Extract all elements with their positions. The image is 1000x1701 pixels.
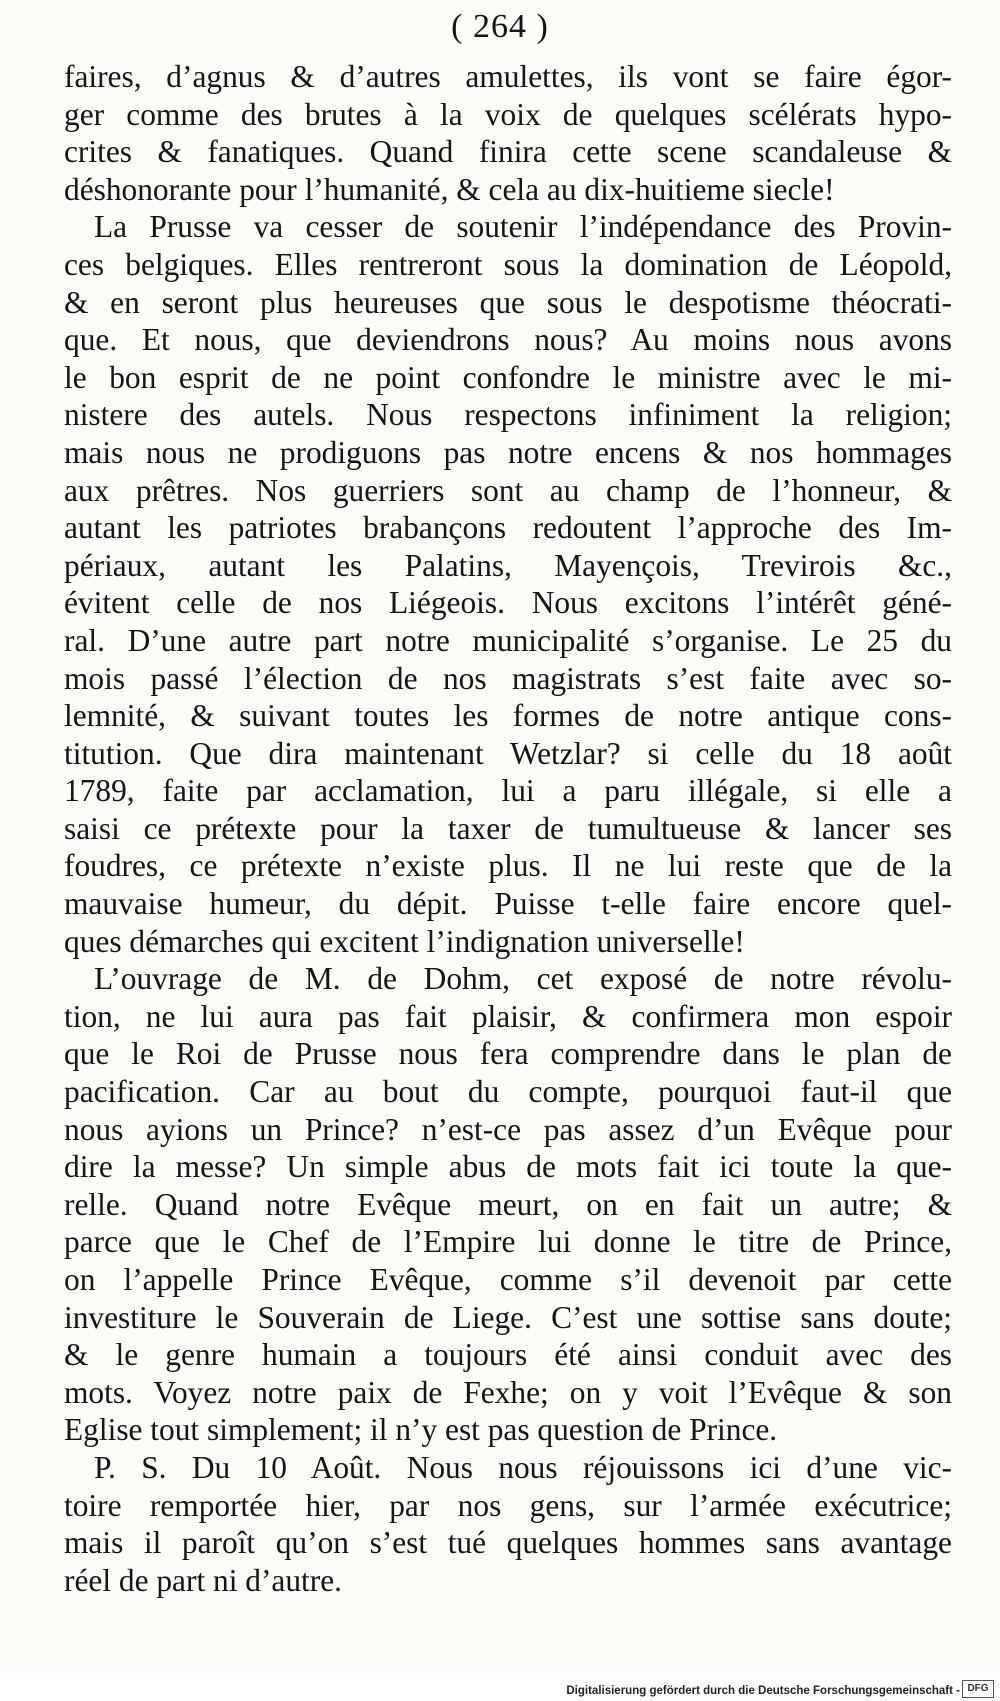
text-line: on l’appelle Prince Evêque, comme s’il devenoit par cette (64, 1262, 952, 1297)
text-line: toire remportée hier, par nos gens, sur l’armée exécutrice; (64, 1487, 952, 1523)
text-line: autant les patriotes brabançons redoutent l’approche des Im- (64, 510, 952, 546)
dfg-logo-icon: DFG (962, 1680, 994, 1698)
text-line: & le genre humain a toujours été ainsi conduit avec des (64, 1337, 952, 1373)
text-line: réel de part ni d’autre. (64, 1562, 343, 1598)
text-line: ces belgiques. Elles rentreront sous la domination de Léopold, (64, 246, 952, 282)
text-line: évitent celle de nos Liégeois. Nous excitons l’intérêt géné- (64, 585, 952, 621)
footer (0, 1673, 1000, 1701)
footer-credit: Digitalisierung gefördert durch die Deutsche Forschungsgemeinschaft - (566, 1685, 960, 1697)
text-line: mais il paroît qu’on s’est tué quelques hommes sans avantage (64, 1525, 952, 1561)
text-line: mois passé l’élection de nos magistrats s’est faite avec so- (64, 660, 952, 696)
text-line: 1789, faite par acclamation, lui a paru illégale, si elle a (64, 773, 952, 809)
page-number: ( 264 ) (451, 8, 549, 45)
text-line: mais nous ne prodiguons pas notre encens & nos hommages (64, 434, 952, 470)
body-text (64, 58, 952, 1599)
text-line: ral. D’une autre part notre municipalité s’organise. Le 25 du (64, 622, 952, 658)
text-line: périaux, autant les Palatins, Mayençois, Trevirois &c., (64, 547, 952, 583)
text-line: titution. Que dira maintenant Wetzlar? si celle du 18 août (64, 735, 952, 771)
text-line: La Prusse va cesser de soutenir l’indépendance des Provin- (94, 209, 952, 245)
text-line: dire la messe? Un simple abus de mots fait ici toute la que- (64, 1149, 952, 1185)
text-line: déshonorante pour l’humanité, & cela au dix-huitieme siecle! (64, 171, 835, 207)
text-line: foudres, ce prétexte n’existe plus. Il ne lui reste que de la (64, 848, 952, 884)
text-line: pacification. Car au bout du compte, pourquoi faut-il que (64, 1074, 952, 1110)
text-line: & en seront plus heureuses que sous le despotisme théocrati- (64, 284, 952, 320)
text-line: nous ayions un Prince? n’est-ce pas assez d’un Evêque pour (64, 1111, 952, 1147)
text-line: L’ouvrage de M. de Dohm, cet exposé de notre révolu- (94, 961, 952, 997)
text-line: P. S. Du 10 Août. Nous nous réjouissons ici d’une vic- (94, 1449, 952, 1485)
text-line: relle. Quand notre Evêque meurt, on en fait un autre; & (64, 1186, 952, 1222)
text-line: ques démarches qui excitent l’indignation universelle! (64, 923, 745, 959)
text-line: faires, d’agnus & d’autres amulettes, ils vont se faire égor- (64, 59, 952, 94)
text-line: ger comme des brutes à la voix de quelques scélérats hypo- (64, 96, 952, 132)
text-line: crites & fanatiques. Quand finira cette scene scandaleuse & (64, 134, 952, 170)
text-line: le bon esprit de ne point confondre le ministre avec le mi- (64, 359, 952, 395)
text-line: parce que le Chef de l’Empire lui donne le titre de Prince, (64, 1224, 952, 1260)
text-line: Eglise tout simplement; il n’y est pas question de Prince. (64, 1412, 778, 1448)
text-line: saisi ce prétexte pour la taxer de tumultueuse & lancer ses (64, 810, 952, 846)
text-line: investiture le Souverain de Liege. C’est une sottise sans doute; (64, 1299, 952, 1335)
text-line: que le Roi de Prusse nous fera comprendre dans le plan de (64, 1036, 952, 1072)
text-line: mots. Voyez notre paix de Fexhe; on y voit l’Evêque & son (64, 1374, 952, 1410)
text-line: que. Et nous, que deviendrons nous? Au moins nous avons (64, 322, 952, 358)
text-line: tion, ne lui aura pas fait plaisir, & confirmera mon espoir (64, 998, 952, 1034)
text-line: lemnité, & suivant toutes les formes de notre antique cons- (64, 698, 952, 734)
text-line: mauvaise humeur, du dépit. Puisse t-elle faire encore quel- (64, 886, 952, 922)
text-line: nistere des autels. Nous respectons infiniment la religion; (64, 397, 952, 433)
text-line: aux prêtres. Nos guerriers sont au champ de l’honneur, & (64, 472, 952, 508)
